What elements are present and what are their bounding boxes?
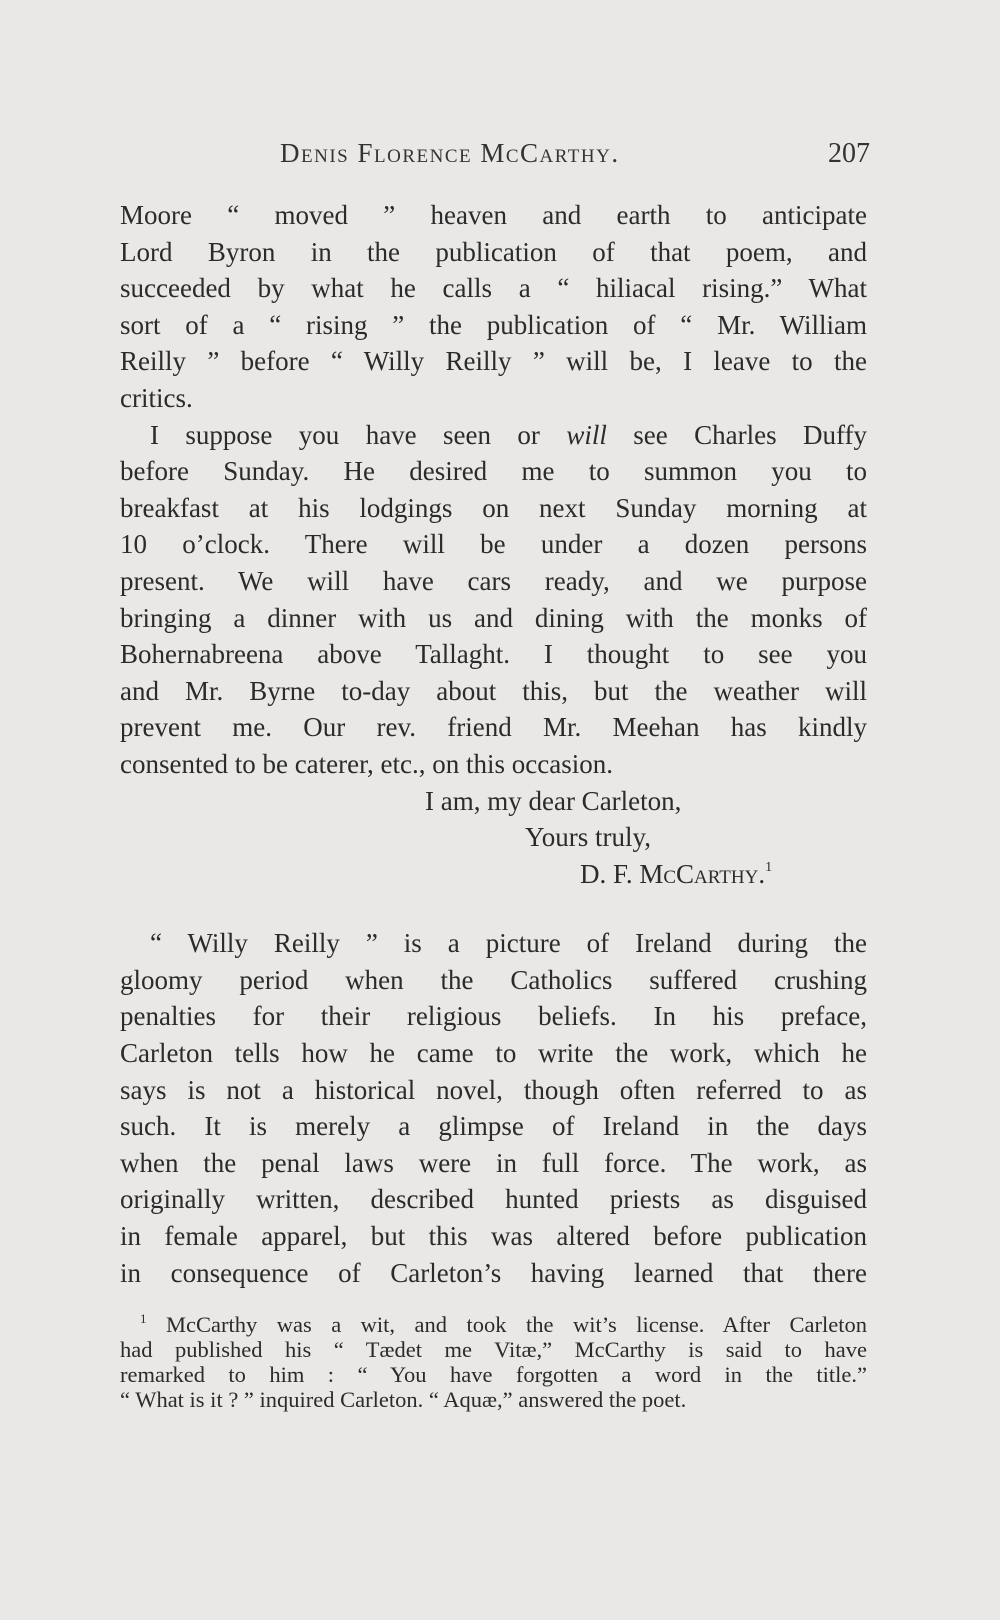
- footnote-line: had published his “ Tædet me Vitæ,” McCarthy is said to have: [120, 1337, 867, 1362]
- text-line: penalties for their religious beliefs. In his preface,: [120, 1001, 867, 1032]
- page-number: 207: [828, 138, 870, 169]
- text-line: “ Willy Reilly ” is a picture of Ireland during the: [150, 928, 867, 959]
- page-body: [120, 197, 867, 1291]
- footnote-reference: 1: [765, 859, 773, 875]
- text-line: Bohernabreena above Tallaght. I thought to see you: [120, 639, 867, 670]
- page-header: [120, 138, 870, 178]
- letter-closing: [120, 783, 867, 893]
- text-line: Lord Byron in the publication of that poem, and: [120, 236, 867, 267]
- italic-word: will: [566, 419, 607, 450]
- text-line: gloomy period when the Catholics suffered crushing: [120, 964, 867, 995]
- letter-paragraph-1: [120, 197, 867, 417]
- text-line: in female apparel, but this was altered before publication: [120, 1221, 867, 1252]
- text-line: and Mr. Byrne to-day about this, but the weather will: [120, 675, 867, 706]
- text-line: originally written, described hunted priests as disguised: [120, 1184, 867, 1215]
- footnote-line: [120, 1312, 867, 1337]
- section-gap: [120, 892, 867, 925]
- text-line: bringing a dinner with us and dining with the monks of: [120, 602, 867, 633]
- closing-valediction: Yours truly,: [525, 822, 652, 853]
- running-head: Denis Florence McCarthy.: [280, 138, 620, 168]
- text-line: [120, 417, 867, 454]
- text-line: consented to be caterer, etc., on this occasion.: [120, 748, 613, 779]
- footnote-line: remarked to him : “ You have forgotten a word in the title.”: [120, 1362, 867, 1387]
- closing-salutation: I am, my dear Carleton,: [425, 785, 682, 816]
- footnote-mark: 1: [140, 1311, 147, 1326]
- text-line: Reilly ” before “ Willy Reilly ” will be, I leave to the: [120, 346, 867, 377]
- footnote-line: “ What is it ? ” inquired Carleton. “ Aquæ,” answered the poet.: [120, 1387, 687, 1412]
- body-paragraph: [120, 925, 867, 1291]
- text-line: sort of a “ rising ” the publication of “ Mr. William: [120, 309, 867, 340]
- text-segment: I suppose you have seen or: [150, 419, 540, 450]
- text-line: says is not a historical novel, though often referred to as: [120, 1074, 867, 1105]
- footnote-text: McCarthy was a wit, and took the wit’s license. After Carleton: [166, 1312, 868, 1337]
- text-line: Carleton tells how he came to write the work, which he: [120, 1038, 867, 1069]
- text-line: 10 o’clock. There will be under a dozen persons: [120, 529, 867, 560]
- text-line: Moore “ moved ” heaven and earth to anticipate: [120, 200, 867, 230]
- footnote: [120, 1312, 867, 1412]
- text-line: before Sunday. He desired me to summon you to: [120, 456, 867, 487]
- text-line: critics.: [120, 382, 193, 413]
- text-line: such. It is merely a glimpse of Ireland in the days: [120, 1111, 867, 1142]
- letter-paragraph-2: [120, 417, 867, 783]
- text-line: present. We will have cars ready, and we purpose: [120, 565, 867, 596]
- text-line: when the penal laws were in full force. The work, as: [120, 1147, 867, 1178]
- signature-name: D. F. McCarthy.: [580, 858, 766, 889]
- text-line: breakfast at his lodgings on next Sunday morning at: [120, 492, 867, 523]
- text-segment: see Charles Duffy: [633, 419, 867, 450]
- text-line: prevent me. Our rev. friend Mr. Meehan has kindly: [120, 712, 867, 743]
- signature: [120, 856, 867, 893]
- text-line: succeeded by what he calls a “ hiliacal rising.” What: [120, 273, 867, 304]
- text-line: in consequence of Carleton’s having learned that there: [120, 1257, 867, 1288]
